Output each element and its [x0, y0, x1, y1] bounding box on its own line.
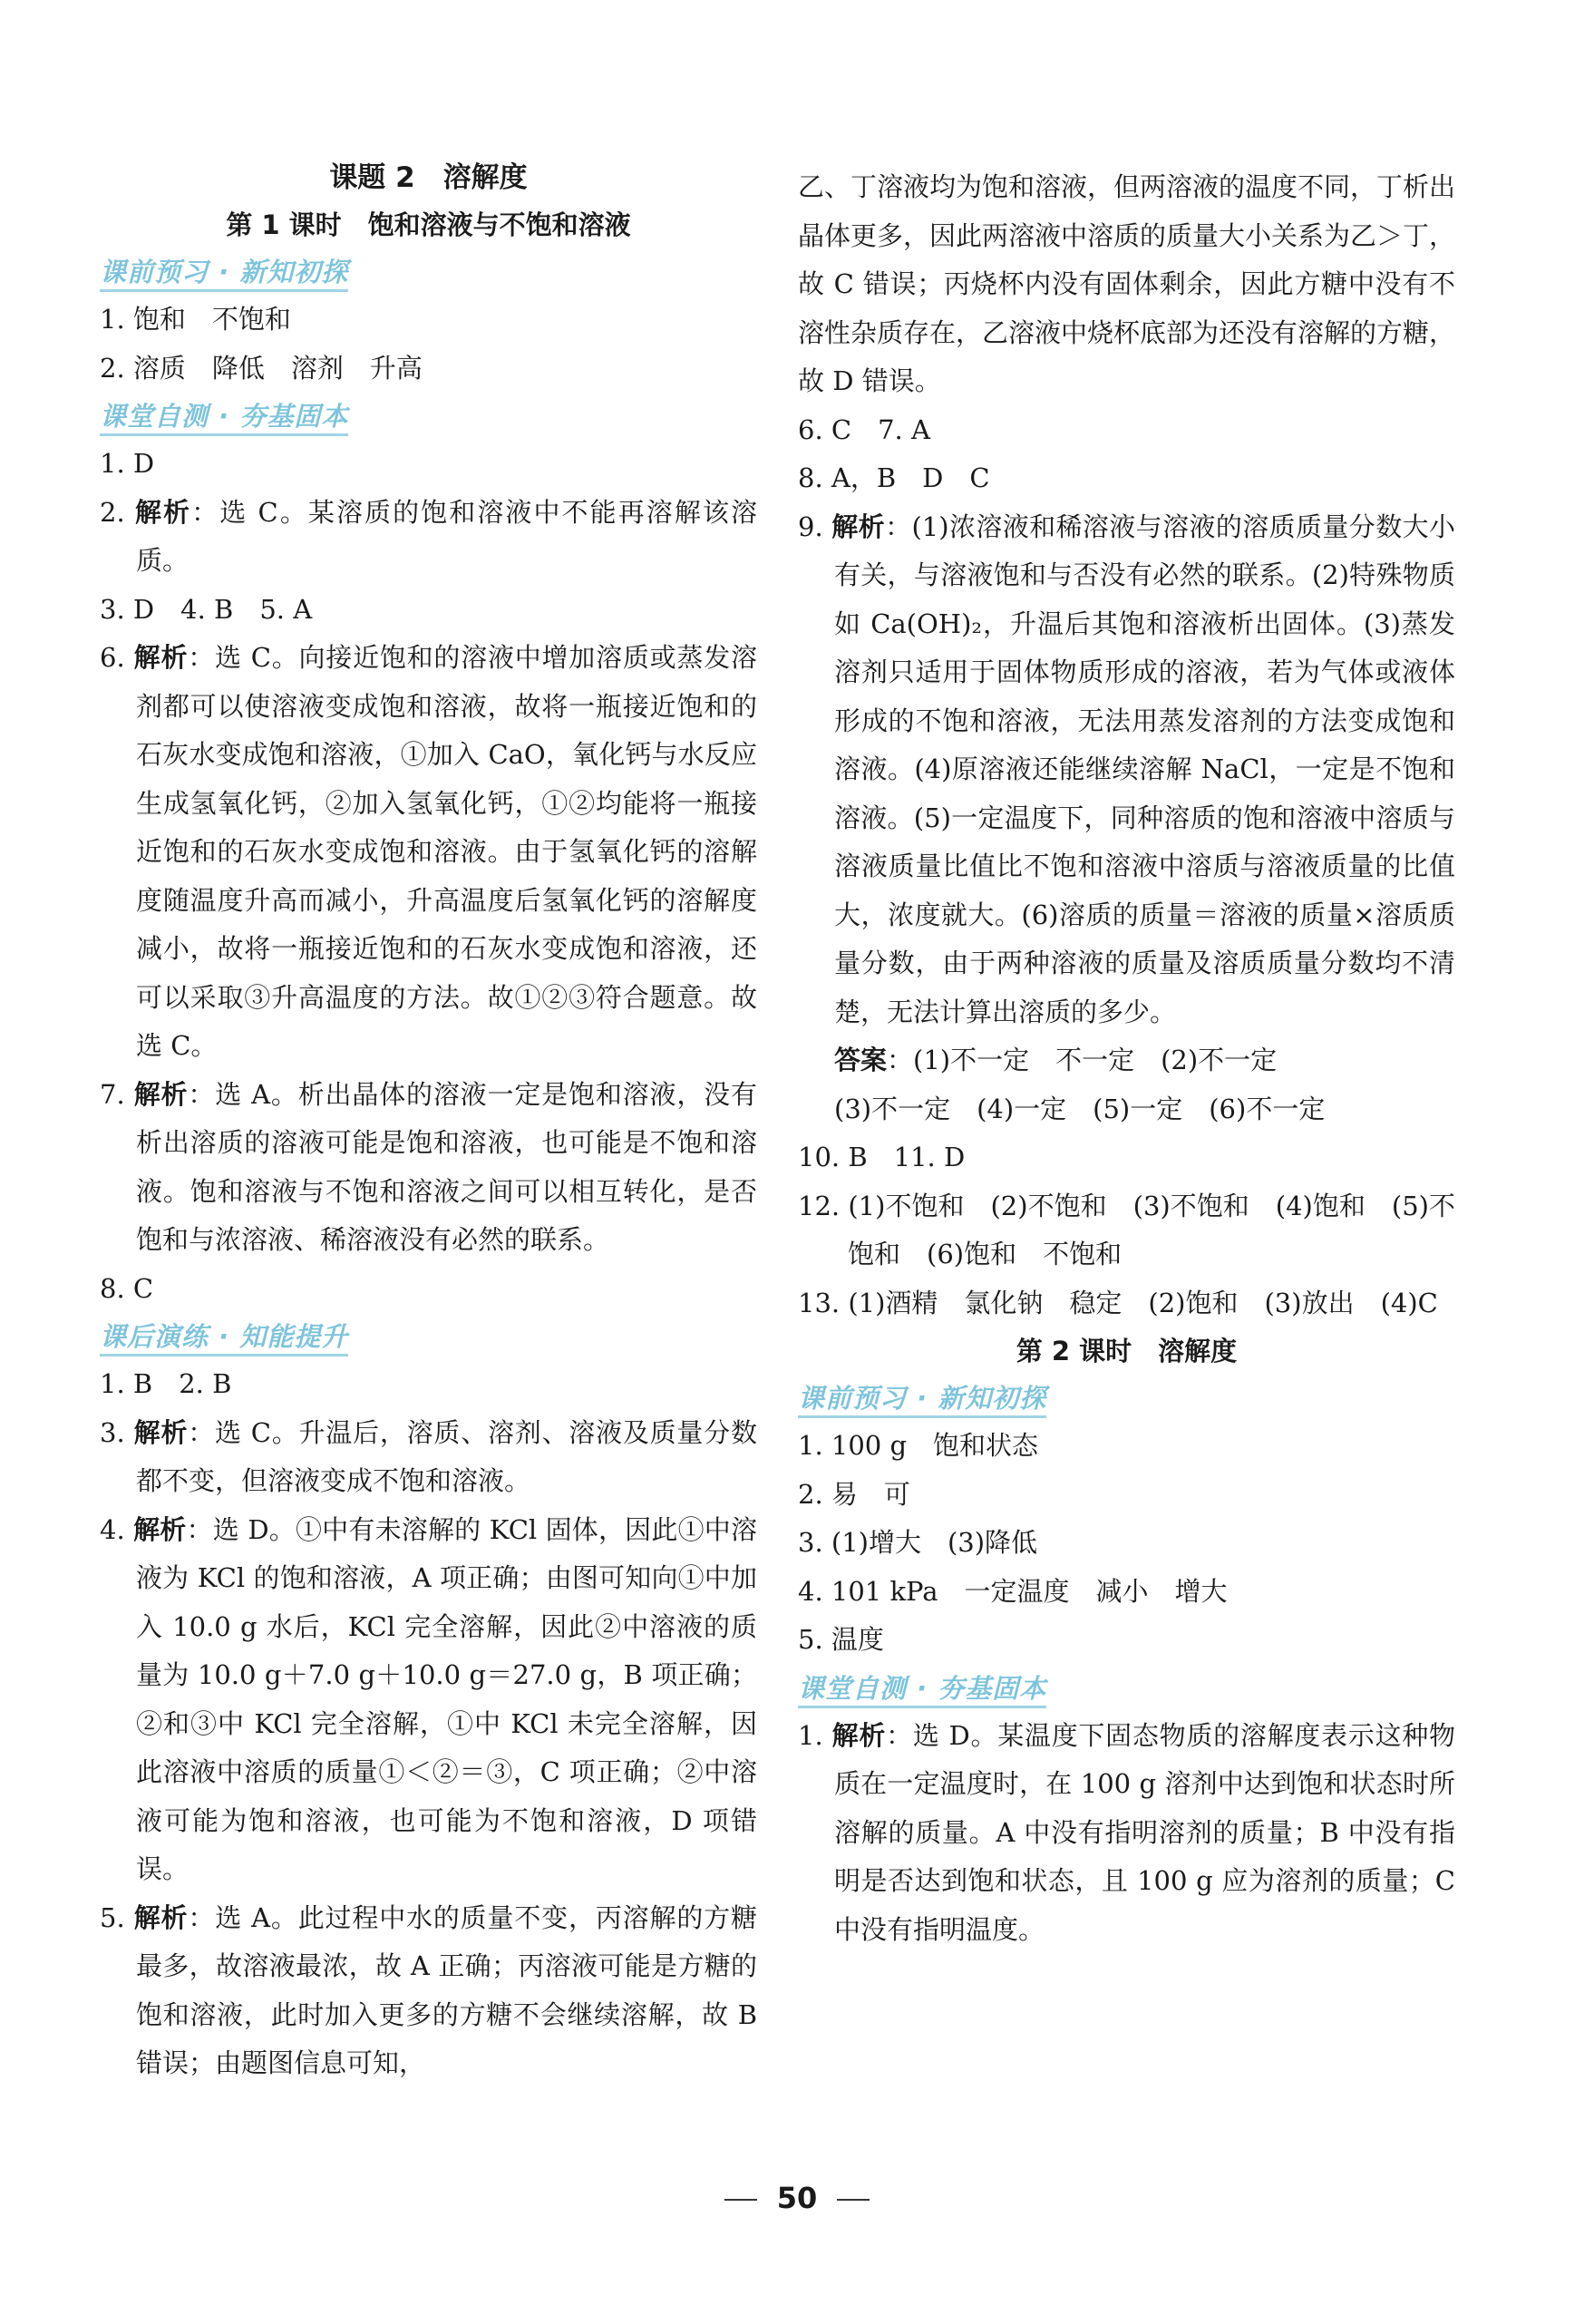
left-column	[100, 154, 757, 2088]
dash-decoration	[724, 2199, 757, 2201]
lesson-title: 课题 2 溶解度	[329, 161, 528, 194]
answer-item: 4. 解析：选 D。①中有未溶解的 KCl 固体，因此①中溶液为 KCl 的饱和溶液，A 项正确；由图可知向①中加入 10.0 g 水后，KCl 完全溶解，因此②中溶液的质量为 10.0 g＋7.0 g＋10.0 g＝27.0 g，B 项正确；②和③中 KCl 完全溶解，①中 KCl 未完全溶解，因此溶液中溶质的质量①＜②＝③，C 项正确；②中溶液可能为饱和溶液，也可能为不饱和溶液，D 项错误。	[100, 1513, 757, 1884]
right-column	[798, 163, 1455, 1954]
answer-item: 4. 101 kPa 一定温度 减小 增大	[798, 1575, 1228, 1607]
section-header: 课堂自测 · 夯基固本	[100, 393, 757, 440]
answer-item: 1. 100 g 饱和状态	[798, 1430, 1039, 1461]
answer-item: 13. (1)酒精 氯化钠 稳定 (2)饱和 (3)放出 (4)C	[798, 1287, 1438, 1318]
section-header: 课前预习 · 新知初探	[798, 1375, 1455, 1422]
lesson-subtitle: 第 1 课时 饱和溶液与不饱和溶液	[226, 209, 631, 240]
lesson-subtitle-2: 第 2 课时 溶解度	[1016, 1336, 1238, 1366]
answer-item: 3. D 4. B 5. A	[100, 593, 313, 625]
answer-item: 2. 解析：选 C。某溶质的饱和溶液中不能再溶解该溶质。	[100, 496, 757, 576]
answer-item: 1. 饱和 不饱和	[100, 304, 291, 335]
answer-line: 答案：(1)不一定 不一定 (2)不一定	[834, 1045, 1278, 1075]
section-header: 课堂自测 · 夯基固本	[798, 1665, 1455, 1712]
answer-item: 2. 溶质 降低 溶剂 升高	[100, 352, 423, 384]
answer-item: 1. 解析：选 D。某温度下固态物质的溶解度表示这种物质在一定温度时，在 100 g 溶剂中达到饱和状态时所溶解的质量。A 中没有指明溶剂的质量；B 中没有指明是否达到饱和状态，且 100 g 应为溶剂的质量；C 中没有指明温度。	[798, 1719, 1455, 1945]
section-header: 课后演练 · 知能提升	[100, 1313, 757, 1360]
dash-decoration	[837, 2199, 870, 2201]
answer-item: 8. A，B D C	[798, 462, 990, 493]
answer-item: 1. B 2. B	[100, 1368, 232, 1399]
answer-item: 8. C	[100, 1272, 154, 1304]
answer-item: 3. 解析：选 C。升温后，溶质、溶剂、溶液及质量分数都不变，但溶液变成不饱和溶液。	[100, 1416, 757, 1496]
continued-text: 乙、丁溶液均为饱和溶液，但两溶液的温度不同，丁析出晶体更多，因此两溶液中溶质的质量大小关系为乙＞丁，故 C 错误；丙烧杯内没有固体剩余，因此方糖中没有不溶性杂质存在，乙溶液中烧杯底部为还没有溶解的方糖，故 D 错误。	[798, 171, 1456, 396]
answer-item: 12. (1)不饱和 (2)不饱和 (3)不饱和 (4)饱和 (5)不饱和 (6)饱和 不饱和	[798, 1190, 1455, 1269]
answer-item: 6. 解析：选 C。向接近饱和的溶液中增加溶质或蒸发溶剂都可以使溶液变成饱和溶液，故将一瓶接近饱和的石灰水变成饱和溶液，①加入 CaO，氧化钙与水反应生成氢氧化钙，②加入氢氧化钙，①②均能将一瓶接近饱和的石灰水变成饱和溶液。由于氢氧化钙的溶解度随温度升高而减小，升高温度后氢氧化钙的溶解度减小，故将一瓶接近饱和的石灰水变成饱和溶液，还可以采取③升高温度的方法。故①②③符合题意。故选 C。	[100, 642, 757, 1061]
answer-item: 5. 解析：选 A。此过程中水的质量不变，丙溶解的方糖最多，故溶液最浓，故 A 正确；丙溶液可能是方糖的饱和溶液，此时加入更多的方糖不会继续溶解，故 B 错误；由题图信息可知，	[100, 1901, 757, 2078]
answer-line: (3)不一定 (4)一定 (5)一定 (6)不一定	[834, 1093, 1326, 1124]
page-number: 50	[0, 2181, 1594, 2215]
answer-item: 3. (1)增大 (3)降低	[798, 1527, 1038, 1558]
answer-item: 10. B 11. D	[798, 1142, 966, 1172]
answer-item: 9. 解析：(1)浓溶液和稀溶液与溶液的溶质质量分数大小有关，与溶液饱和与否没有必然的联系。(2)特殊物质如 Ca(OH)₂，升温后其饱和溶液析出固体。(3)蒸发溶剂只适用于固体物质形成的溶液，若为气体或液体形成的不饱和溶液，无法用蒸发溶剂的方法变成饱和溶液。(4)原溶液还能继续溶解 NaCl，一定是不饱和溶液。(5)一定温度下，同种溶质的饱和溶液中溶质与溶液质量比值比不饱和溶液中溶质与溶液质量的比值大，浓度就大。(6)溶质的质量＝溶液的质量×溶质质量分数，由于两种溶液的质量及溶质质量分数均不清楚，无法计算出溶质的多少。	[798, 511, 1455, 1027]
answer-item: 6. C 7. A	[798, 413, 930, 445]
answer-item: 1. D	[100, 448, 155, 479]
answer-item: 5. 温度	[798, 1624, 884, 1655]
section-header: 课前预习 · 新知初探	[100, 248, 757, 296]
answer-item: 7. 解析：选 A。析出晶体的溶液一定是饱和溶液，没有析出溶质的溶液可能是饱和溶液，也可能是不饱和溶液。饱和溶液与不饱和溶液之间可以相互转化，是否饱和与浓溶液、稀溶液没有必然的联系。	[100, 1078, 757, 1255]
answer-item: 2. 易 可	[798, 1478, 910, 1510]
